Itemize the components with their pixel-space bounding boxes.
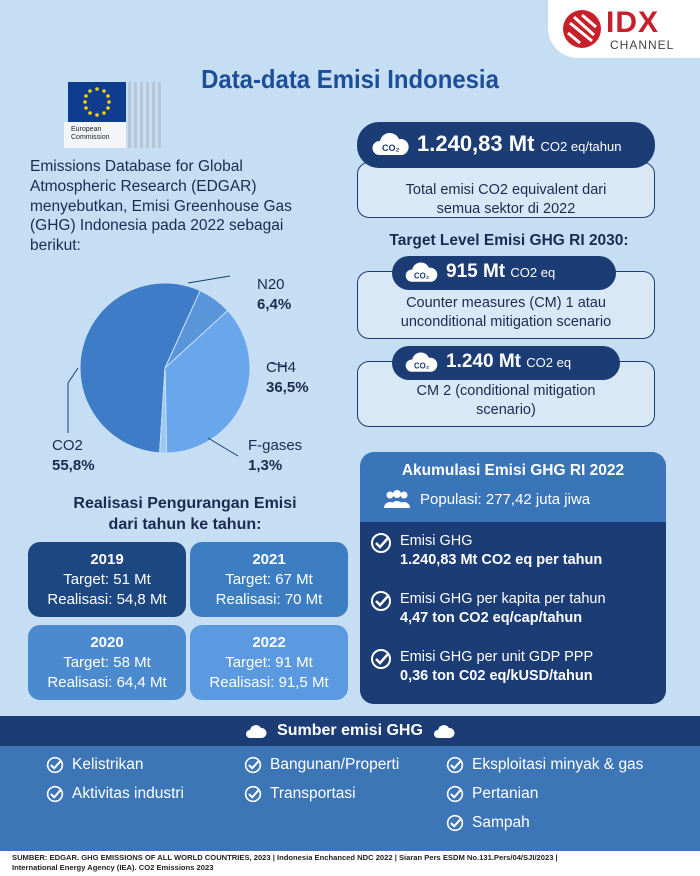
akumulasi-item-kapita: Emisi GHG per kapita per tahun 4,47 ton CO2 eq/cap/tahun [370, 590, 606, 629]
akumulasi-title: Akumulasi Emisi GHG RI 2022 [401, 462, 625, 479]
populasi: Populasi: 277,42 juta jiwa [382, 489, 590, 509]
eu-logo [64, 80, 174, 150]
sumber-item-industri: Aktivitas industri [46, 785, 184, 803]
check-circle-icon [370, 648, 392, 670]
co2-cloud-icon [404, 349, 438, 377]
logo-text: IDX [606, 6, 660, 39]
check-circle-icon [46, 785, 64, 803]
card-2020: 2020 Target: 58 Mt Realisasi: 64,4 Mt [28, 625, 186, 700]
page-title: Data-data Emisi Indonesia [201, 64, 499, 94]
ghg-pie-chart [40, 258, 360, 480]
cloud-icon [245, 722, 267, 740]
pie-label-n20: N20 6,4% [257, 276, 292, 313]
akumulasi-panel [360, 452, 666, 704]
check-circle-icon [370, 590, 392, 612]
check-circle-icon [446, 756, 464, 774]
target-cm1-desc: Counter measures (CM) 1 atau unconditional mitigation scenario [357, 271, 655, 339]
target-cm2-desc: CM 2 (conditional mitigation scenario) [357, 361, 655, 427]
realisasi-title: Realisasi Pengurangan Emisi dari tahun ke tahun: [73, 495, 297, 534]
target-title: Target Level Emisi GHG RI 2030: [389, 232, 629, 249]
akumulasi-list [360, 522, 666, 704]
pie-label-co2: CO2 55,8% [52, 437, 95, 474]
pie-label-ch4: CH4 36,5% [266, 359, 309, 396]
sumber-item-bangunan: Bangunan/Properti [244, 756, 399, 774]
akumulasi-item-gdp: Emisi GHG per unit GDP PPP 0,36 ton C02 eq/kUSD/tahun [370, 648, 593, 687]
check-circle-icon [446, 814, 464, 832]
svg-text:CO₂: CO₂ [414, 361, 430, 371]
akumulasi-item-ghg: Emisi GHG 1.240,83 Mt CO2 eq per tahun [370, 532, 602, 571]
eu-label: European Commission [71, 126, 110, 142]
target-cm1-pill: CO₂ 915 Mt CO2 eq [392, 256, 616, 290]
card-2019: 2019 Target: 51 Mt Realisasi: 54,8 Mt [28, 542, 186, 617]
co2-cloud-icon [404, 259, 438, 287]
svg-text:CO₂: CO₂ [414, 271, 430, 281]
check-circle-icon [244, 756, 262, 774]
card-2021: 2021 Target: 67 Mt Realisasi: 70 Mt [190, 542, 348, 617]
idx-channel-logo [548, 0, 700, 58]
total-emission-pill: CO₂ 1.240,83 Mt CO2 eq/tahun [357, 122, 655, 168]
footer-sources: SUMBER: EDGAR. GHG EMISSIONS OF ALL WORLD COUNTRIES, 2023 | Indonesia Enchanced NDC 2022 | Siaran Pers ESDM No.131.Pers/04/SJI/2023 | International Energy Agency (IEA). CO2 Emissions 2023 [0, 851, 700, 876]
check-circle-icon [370, 532, 392, 554]
check-circle-icon [446, 785, 464, 803]
sumber-item-pertanian: Pertanian [446, 785, 538, 803]
idx-logo-icon [562, 9, 602, 49]
check-circle-icon [46, 756, 64, 774]
check-circle-icon [244, 785, 262, 803]
sumber-title-bar: Sumber emisi GHG [0, 716, 700, 746]
total-emission-desc: Total emisi CO2 equivalent dari semua sektor di 2022 [357, 162, 655, 218]
sumber-item-transportasi: Transportasi [244, 785, 356, 803]
card-2022: 2022 Target: 91 Mt Realisasi: 91,5 Mt [190, 625, 348, 700]
sumber-item-eksploitasi: Eksploitasi minyak & gas [446, 756, 643, 774]
pie-label-fgases: F-gases 1,3% [248, 437, 303, 474]
cloud-icon [433, 722, 455, 740]
svg-text:CO₂: CO₂ [382, 143, 400, 153]
people-icon [382, 489, 412, 509]
intro-text: Emissions Database for Global Atmospheric Research (EDGAR) menyebutkan, Emisi Greenhouse Gas (GHG) Indonesia pada 2022 sebagai berikut: [30, 158, 292, 255]
sumber-item-kelistrikan: Kelistrikan [46, 756, 144, 774]
logo-subtext: CHANNEL [610, 38, 675, 52]
target-cm2-pill: CO₂ 1.240 Mt CO2 eq [392, 346, 620, 380]
co2-cloud-icon [371, 129, 409, 161]
sumber-item-sampah: Sampah [446, 814, 530, 832]
